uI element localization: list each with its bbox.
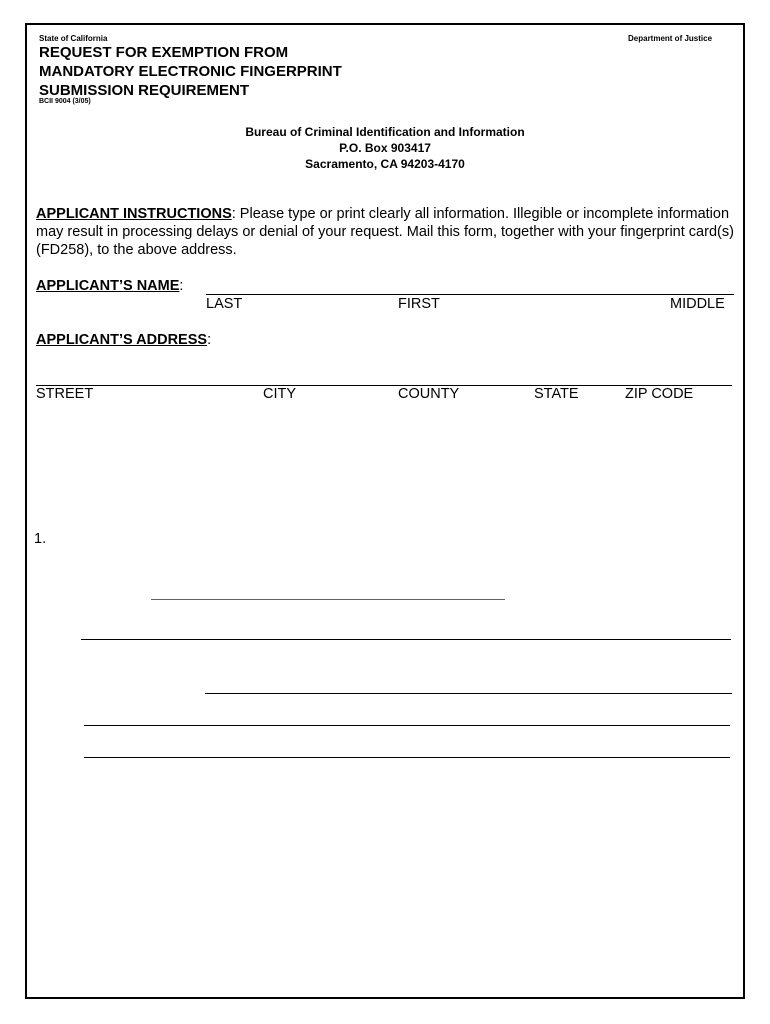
bureau-po-box: P.O. Box 903417: [339, 141, 431, 155]
item-number-1: 1.: [34, 531, 47, 547]
applicant-name-label: [36, 278, 183, 294]
instructions-text: Please type or print clearly all information. Illegible or incomplete information may result in processing delays or denial of your request. Mail this form, together with your fingerprint card(s) (FD258), to the above address.: [36, 206, 734, 258]
instructions-heading: APPLICANT INSTRUCTIONS: [36, 206, 232, 222]
name-first-caption: FIRST: [398, 296, 440, 312]
blue-fill-line[interactable]: [151, 599, 505, 600]
instructions-colon: :: [231, 206, 236, 222]
name-middle-caption: MIDDLE: [670, 296, 725, 312]
applicant-address-heading: APPLICANT’S ADDRESS: [36, 332, 208, 348]
name-last-caption: LAST: [206, 296, 243, 312]
form-title-line-1: REQUEST FOR EXEMPTION FROM: [39, 44, 289, 61]
bureau-name: Bureau of Criminal Identification and Information: [245, 125, 525, 139]
fill-line-3[interactable]: [84, 725, 730, 726]
address-state-caption: STATE: [534, 386, 579, 402]
fill-line-2[interactable]: [205, 693, 732, 694]
fill-line-4[interactable]: [84, 757, 730, 758]
applicant-instructions: [36, 205, 736, 259]
applicant-name-colon: :: [179, 278, 184, 294]
form-title-line-2: MANDATORY ELECTRONIC FINGERPRINT: [39, 63, 342, 80]
form-title: [39, 43, 342, 100]
applicant-address-label: [36, 332, 211, 348]
form-code: BCII 9004 (3/05): [39, 98, 91, 105]
address-city-caption: CITY: [263, 386, 297, 402]
address-zip-caption: ZIP CODE: [625, 386, 694, 402]
fill-line-1[interactable]: [81, 639, 731, 640]
applicant-name-line[interactable]: [206, 294, 734, 295]
bureau-city: Sacramento, CA 94203-4170: [305, 157, 465, 171]
form-title-line-3: SUBMISSION REQUIREMENT: [39, 82, 250, 99]
applicant-address-colon: :: [207, 332, 212, 348]
address-street-caption: STREET: [36, 386, 94, 402]
bureau-address: [0, 124, 770, 172]
address-county-caption: COUNTY: [398, 386, 460, 402]
state-label: State of California: [39, 34, 108, 43]
applicant-name-heading: APPLICANT’S NAME: [36, 278, 180, 294]
department-label: Department of Justice: [628, 34, 713, 43]
